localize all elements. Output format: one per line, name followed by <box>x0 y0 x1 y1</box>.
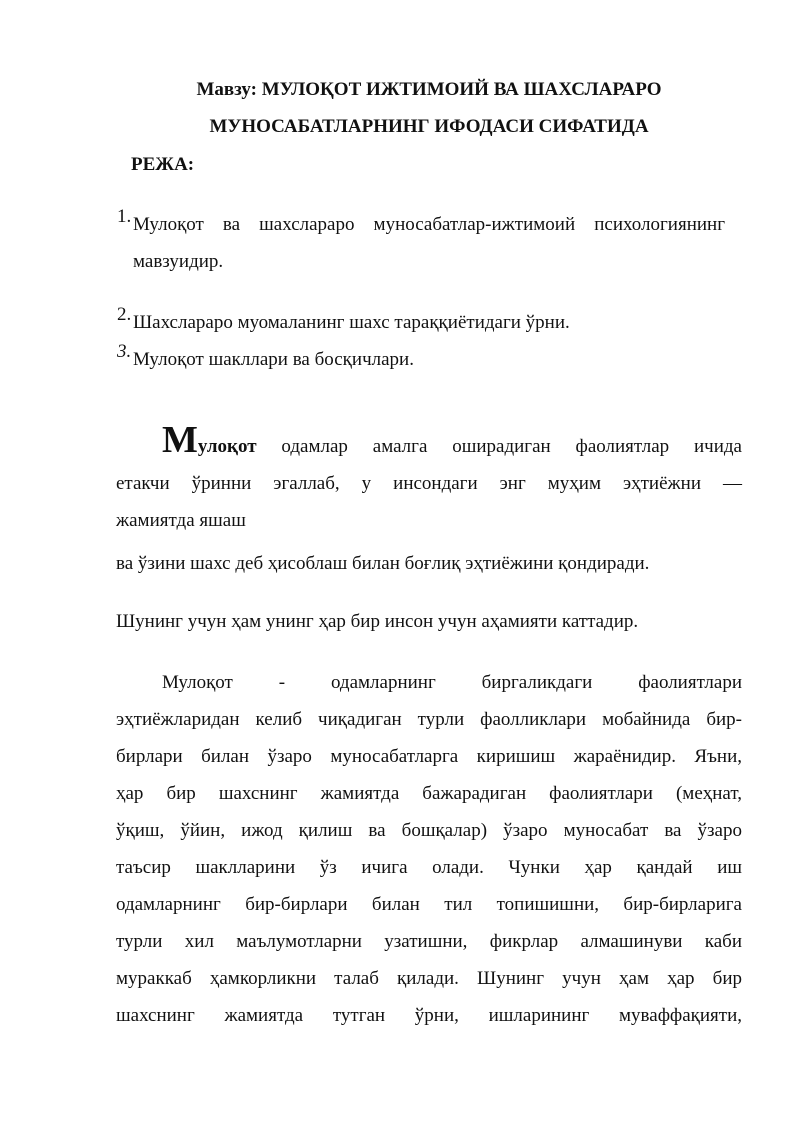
paragraph-line: етакчи ўринни эгаллаб, у инсондаги энг муҳим эҳтиёжни — <box>116 473 742 494</box>
paragraph-line-text: одамлар амалга оширадиган фаолиятлар ичида <box>256 436 742 457</box>
plan-item-2 <box>117 304 725 341</box>
paragraph-intro <box>116 419 742 539</box>
lead-word-rest: улоқот <box>197 436 257 457</box>
paragraph-line: таъсир шаклларини ўз ичига олади. Чунки ҳар қандай иш <box>116 857 742 878</box>
paragraph-line: мураккаб ҳамкорликни талаб қилади. Шунинг учун ҳам ҳар бир <box>116 968 742 989</box>
drop-cap: М <box>162 419 198 461</box>
paragraph-intro-continued <box>116 545 742 582</box>
plan-heading: РЕЖА: <box>131 154 195 175</box>
plan-item-text: Мулоқот шакллари ва босқичлари. <box>133 349 414 370</box>
paragraph-line: Шунинг учун ҳам унинг ҳар бир инсон учун аҳамияти каттадир. <box>116 611 639 632</box>
plan-item-number: 2. <box>117 304 132 325</box>
paragraph-line: Мулоқот - одамларнинг биргаликдаги фаолиятлари <box>162 672 742 693</box>
paragraph-definition <box>116 664 742 1034</box>
paragraph-line: шахснинг жамиятда тутган ўрни, ишларининг муваффақияти, <box>116 1005 742 1026</box>
plan-item-1 <box>117 206 725 280</box>
plan-item-text: Мулоқот ва шахслараро муносабатлар-ижтимоий психологиянинг мавзуидир. <box>133 214 725 272</box>
plan-item-text: Шахслараро муомаланинг шахс тараққиётидаги ўрни. <box>133 312 570 333</box>
paragraph-line <box>116 419 742 465</box>
paragraph-line: ўқиш, ўйин, ижод қилиш ва бошқалар) ўзаро муносабат ва ўзаро <box>116 820 742 841</box>
document-title-line-1: Мавзу: МУЛОҚОТ ИЖТИМОИЙ ВА ШАХСЛАРАРО <box>196 79 662 100</box>
paragraph-line: бирлари билан ўзаро муносабатларга киришиш жараёнидир. Яъни, <box>116 746 742 767</box>
paragraph-line: турли хил маълумотларни узатишни, фикрлар алмашинуви каби <box>116 931 742 952</box>
paragraph-line: жамиятда яшаш <box>116 510 246 531</box>
paragraph-line: одамларнинг бир-бирлари билан тил топишишни, бир-бирларига <box>116 894 742 915</box>
paragraph-line: ва ўзини шахс деб ҳисоблаш билан боғлиқ эҳтиёжини қондиради. <box>116 553 650 574</box>
plan-item-number: 1. <box>117 206 132 227</box>
paragraph-line: ҳар бир шахснинг жамиятда бажарадиган фаолиятлари (меҳнат, <box>116 783 742 804</box>
paragraph-importance <box>116 603 742 640</box>
document-title-line-2: МУНОСАБАТЛАРНИНГ ИФОДАСИ СИФАТИДА <box>209 116 649 137</box>
plan-item-number: 3. <box>117 341 132 362</box>
plan-item-3 <box>117 341 725 378</box>
paragraph-line: эҳтиёжларидан келиб чиқадиган турли фаолликлари мобайнида бир- <box>116 709 742 730</box>
